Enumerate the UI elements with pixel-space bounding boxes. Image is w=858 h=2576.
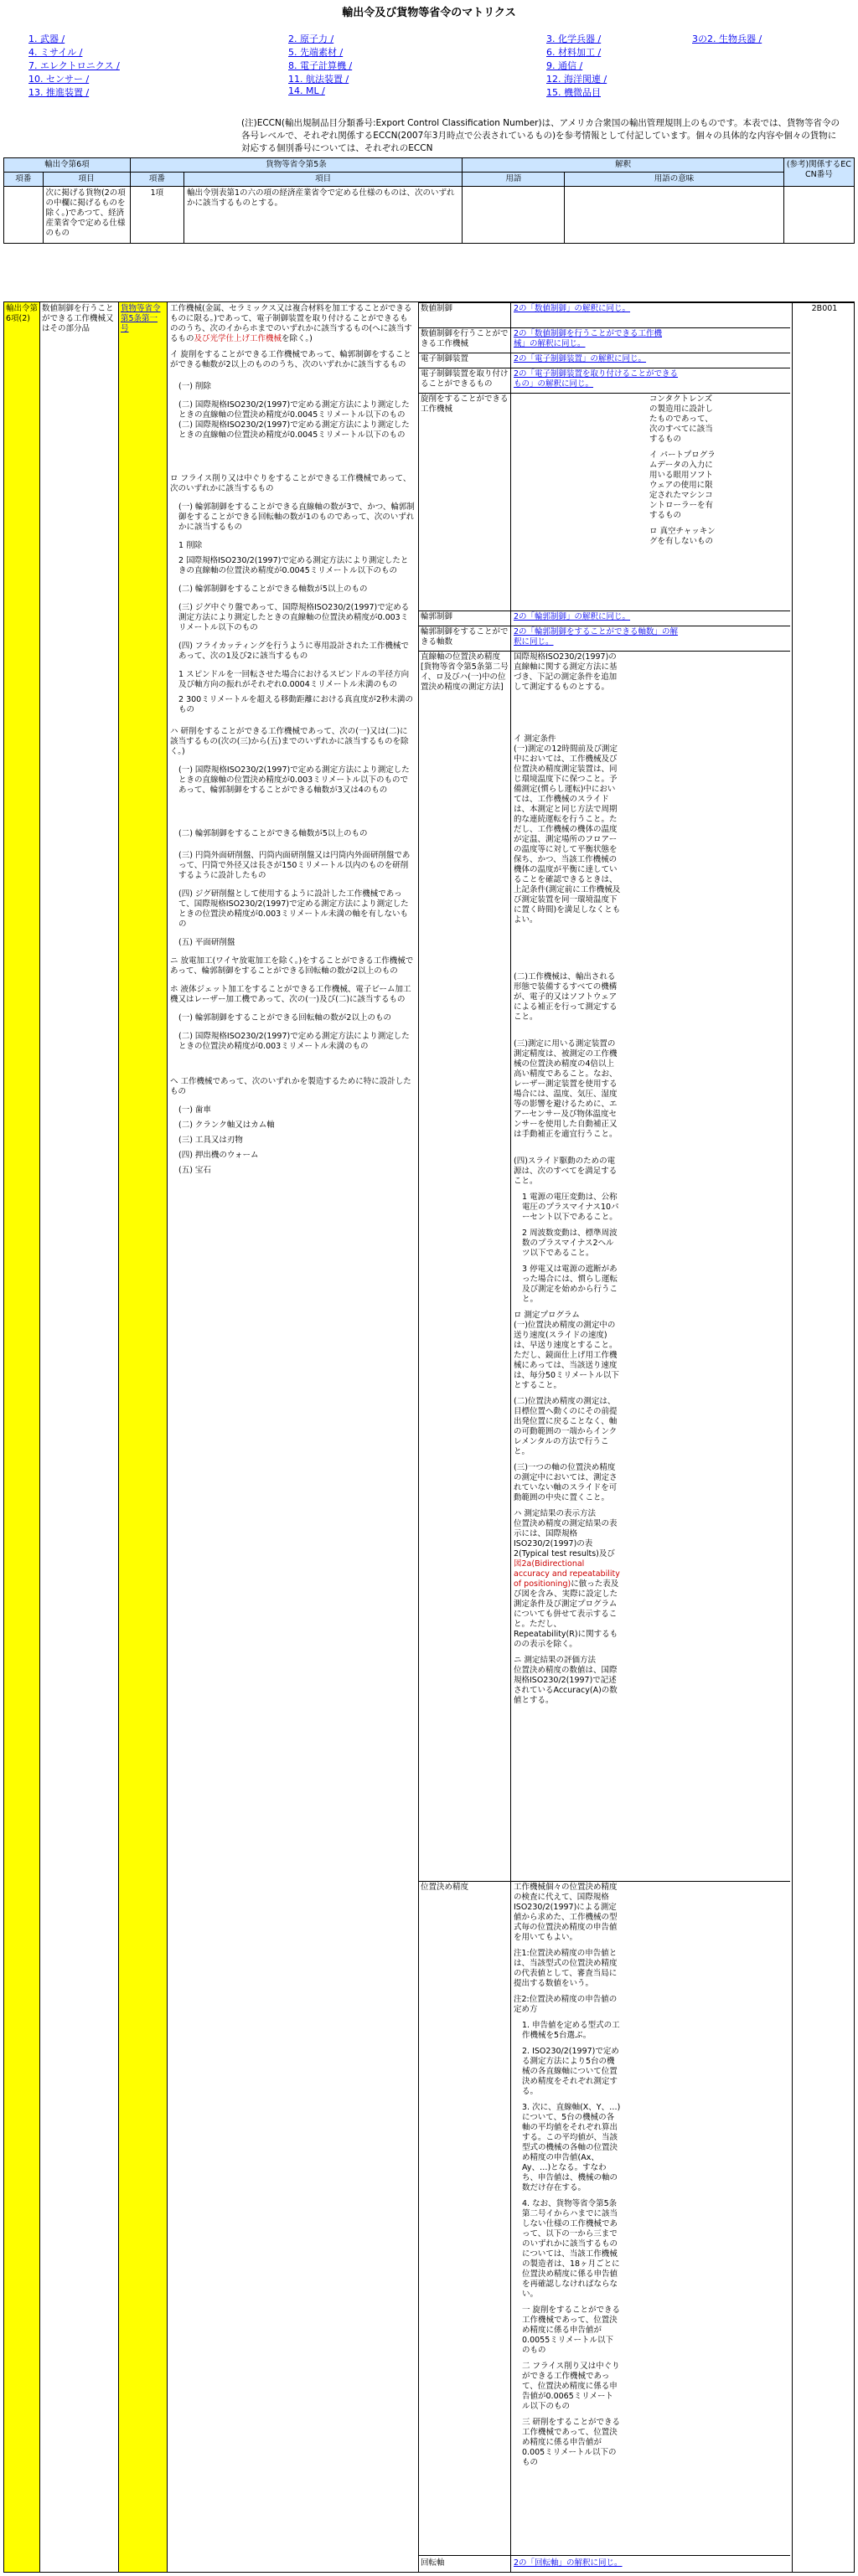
matrix-link-telecom[interactable]: 9. 通信 / <box>546 60 583 71</box>
export-no-cell: 輸出令第6項(2) <box>4 302 39 2572</box>
term-position-accuracy: 位置決め精度 <box>421 1883 469 1892</box>
cargo-block: 2 国際規格ISO230/2(1997)で定める測定方法により測定したときの直線軸の位置決め精度が0.0045ミリメートル以下のもの <box>178 556 409 575</box>
header-meaning: 用語の意味 <box>565 173 783 187</box>
cargo-block: (一) 歯車 <box>178 1105 211 1115</box>
term-nc-machine: 数値制御を行うことができる工作機械 <box>421 329 509 348</box>
matrix-link-ml[interactable]: 14. ML / <box>288 85 325 96</box>
term-electronic-control: 電子制御装置 <box>421 354 469 363</box>
top-row-cargo-text: 輸出令別表第1の六の項の経済産業省令で定める仕様のものは、次のいずれかに該当するものとする。 <box>183 187 462 244</box>
cargo-block: (四) フライカッティングを行うように専用設計された工作機械であって、次の1及び2に該当するもの <box>178 641 409 661</box>
cargo-text-column <box>170 304 415 2565</box>
matrix-link-electronics[interactable]: 7. エレクトロニクス / <box>28 60 120 71</box>
matrix-link-sensitive[interactable]: 15. 機微品目 <box>546 87 601 98</box>
cargo-block: (二) 輪郭制御をすることができる軸数が5以上のもの <box>178 585 368 594</box>
cargo-block: (三) 円筒外面研削盤、円筒内面研削盤又は円筒内外面研削盤であって、円筒で外径又は長さが150ミリメートル以内のものを研削するように設計したもの <box>178 851 411 880</box>
cargo-block: イ 旋削をすることができる工作機械であって、輪郭制御をすることができる軸数が2以上のもののうち、次のいずれかに該当するもの <box>170 350 411 369</box>
term-contour: 輪郭制御 <box>421 612 453 621</box>
cargo-block: ニ 放電加工(ワイヤ放電加工を除く。)をすることができる工作機械であって、輪郭制御をすることができる回転軸の数が2以上のもの <box>170 956 414 976</box>
cargo-block: (二) クランク軸又はカム軸 <box>178 1121 275 1130</box>
matrix-link-propulsion[interactable]: 13. 推進装置 / <box>28 87 90 98</box>
header-interp-group: 解釈 <box>463 158 783 173</box>
top-row-item: 次に掲げる貨物(2の項の中欄に掲げるものを除く。)であつて、経済産業省令で定める仕様のもの <box>43 187 130 244</box>
matrix-link-navigation[interactable]: 11. 航法装置 / <box>288 74 349 85</box>
cargo-block: ヘ 工作機械であって、次のいずれかを製造するために特に設計したもの <box>170 1077 411 1096</box>
term-attachable: 電子制御装置を取り付けることができるもの <box>421 369 509 389</box>
term-contour-axis: 輪郭制御をすることができる軸数 <box>421 627 509 647</box>
link-numeric-control[interactable]: 2の「数値制御」の解釈に同じ。 <box>514 304 631 313</box>
cargo-block: (二) 国際規格ISO230/2(1997)で定める測定方法により測定したときの位置決め精度が0.003ミリメートル未満のもの <box>178 1032 410 1051</box>
term-rotary-axis: 回転軸 <box>421 2558 445 2568</box>
cargo-block: (三) 工具又は刃物 <box>178 1136 243 1145</box>
cargo-block: (五) 宝石 <box>178 1166 211 1175</box>
matrix-link-chemical[interactable]: 3. 化学兵器 / <box>546 33 602 44</box>
header-item-no: 項番 <box>4 173 44 187</box>
term-turning: 旋削をすることができる工作機械 <box>421 394 509 414</box>
matrix-link-marine[interactable]: 12. 海洋関連 / <box>546 74 607 85</box>
export-item-cell: 数値制御を行うことができる工作機械又はその部分品 <box>42 304 114 333</box>
cargo-intro-c: を除く。) <box>282 334 313 343</box>
matrix-link-biological[interactable]: 3の2. 生物兵器 / <box>692 33 762 44</box>
matrix-link-sensors[interactable]: 10. センサー / <box>28 74 90 85</box>
link-contour-axis[interactable]: 2の「輪郭制御をすることができる軸数」の解釈に同じ。 <box>514 627 679 647</box>
cargo-no-cell <box>119 302 167 2572</box>
cargo-block: (一) 輪郭制御をすることができる回転軸の数が2以上のもの <box>178 1013 391 1023</box>
link-nc-machine[interactable]: 2の「数値制御を行うことができる工作機械」の解釈に同じ。 <box>514 329 663 348</box>
main-row <box>3 301 855 2573</box>
cargo-block: (二) 国際規格ISO230/2(1997)で定める測定方法により測定したときの直線軸の位置決め精度が0.0045ミリメートル以下のもの(二) 国際規格ISO230/2(1997)で定める測定方法により測定したときの直線軸の位置決め精度が0.0045ミリメートル以下のもの <box>178 400 410 440</box>
header-item-no2: 項番 <box>130 173 183 187</box>
turning-meaning: コンタクトレンズの製造用に設計したものであって、次のすべてに該当するもの イ パートプログラムデータの入力に用いる眼用ソフトウェアの使用に限定されたマシンコントローラーを有するもの ロ 真空チャッキングを有しないもの <box>649 394 716 546</box>
cargo-block: (一) 輪郭制御をすることができる直線軸の数が3で、かつ、輪郭制御をすることができる回転軸の数が1のものであって、次のいずれかに該当するもの <box>178 502 415 532</box>
cargo-block: 2 300ミリメートルを超える移動距離における真直度が2秒未満のもの <box>178 695 414 714</box>
matrix-link-nuclear[interactable]: 2. 原子力 / <box>288 33 334 44</box>
matrix-link-weapons[interactable]: 1. 武器 / <box>28 33 65 44</box>
header-item: 項目 <box>43 173 130 187</box>
top-row-cargo-no: 1項 <box>130 187 183 244</box>
cargo-block: (五) 平面研削盤 <box>178 938 235 947</box>
header-export-group: 輸出令第6項 <box>4 158 131 173</box>
position-meaning: 工作機械個々の位置決め精度の検査に代えて、国際規格ISO230/2(1997)による測定値から求めた、工作機械の型式毎の位置決め精度の申告値を用いてもよい。 注1:位置決め精度の申告値とは、当該型式の位置決め精度の代表値として、審査当局に提出する数値をいう。 注2:位置決め精度の申告値の定め方 1. 申告値を定める型式の工作機械を5台選ぶ。 2. ISO230/2(1997)で定める測定方法により5台の機械の各直線軸について位置決め精度をそれぞれ測定する。 3. 次に、直線軸(X、Y、…)について、5台の機械の各軸の平均値をそれぞれ算出する。この平均値が、当該型式の機械の各軸の位置決め精度の申告値(Ax、Ay、…)となる。すなわち、申告値は、機械の軸の数だけ存在する。 4. なお、貨物等省令第5条第二号イからハまでに該当しない仕様の工作機械であって、以下の一から三までのいずれかに該当するものについては、当該工作機械の製造者は、18ヶ月ごとに位置決め精度に係る申告値を再確認しなければならない。 一 旋削をすることができる工作機械であって、位置決め精度に係る申告値が0.0055ミリメートル以下のもの 二 フライス削り又は中ぐりができる工作機械であって、位置決め精度に係る申告値が0.0065ミリメートル以下のもの 三 研削をすることができる工作機械であって、位置決め精度に係る申告値が0.005ミリメートル以下のもの <box>514 1883 621 2467</box>
cargo-block: 1 削除 <box>178 541 203 550</box>
cargo-block: ホ 液体ジェット加工をすることができる工作機械、電子ビーム加工機又はレーザー加工機であって、次の(一)及び(二)に該当するもの <box>170 985 411 1004</box>
cargo-block: (二) 輪郭制御をすることができる軸数が5以上のもの <box>178 829 368 838</box>
header-eccn: (参考)関係するECCN番号 <box>783 158 854 187</box>
cargo-block: 1 スピンドルを一回転させた場合におけるスピンドルの半径方向及び軸方向の振れがそれぞれ0.0004ミリメートル未満のもの <box>178 670 410 689</box>
link-rotary-axis[interactable]: 2の「回転軸」の解釈に同じ。 <box>514 2558 623 2568</box>
eccn-value: 2B001 <box>811 304 838 313</box>
term-numeric-control: 数値制御 <box>421 304 453 313</box>
cargo-block: (四) ジグ研削盤として使用するように設計した工作機械であって、国際規格ISO230/2(1997)で定める測定方法により測定したときの位置決め精度が0.003ミリメートル未満の軸を有しないもの <box>178 889 409 929</box>
matrix-link-missile[interactable]: 4. ミサイル / <box>28 47 83 58</box>
matrix-link-materials[interactable]: 5. 先端素材 / <box>288 47 344 58</box>
cargo-intro-b: 及び光学仕上げ工作機械 <box>194 334 282 343</box>
header-cargo-group: 貨物等省令第5条 <box>130 158 463 173</box>
cargo-block: (一) 削除 <box>178 382 211 391</box>
cargo-block: (四) 押出機のウォーム <box>178 1151 259 1160</box>
link-contour[interactable]: 2の「輪郭制御」の解釈に同じ。 <box>514 612 631 621</box>
cargo-block: (一) 国際規格ISO230/2(1997)で定める測定方法により測定したときの直線軸の位置決め精度が0.003ミリメートル以下のものであって、輪郭制御をすることができる軸数が3又は4のもの <box>178 765 410 795</box>
header-item2: 項目 <box>183 173 462 187</box>
cargo-no-link[interactable]: 貨物等省令第5条第一号 <box>121 304 161 333</box>
linear-meaning: 国際規格ISO230/2(1997)の直線軸に関する測定方法に基づき、下記の測定条件を追加して測定するものとする。 イ 測定条件 (一)測定の12時間前及び測定中においては、工作機械及び位置決め精度測定装置は、同じ環境温度下に保つこと。予備測定(慣らし運転)中においては、工作機械のスライドは、本測定と同じ方法で周期的な連続運転を行うこと。ただし、工作機械の機体の温度が定温、測定場所のフロアーの温度等に対して平衡状態を保ち、かつ、当該工作機械の機体の温度が平衡に達していることを確認できるときは、上記条件(測定前に工作機械及び測定装置を同一環境温度下に置く時間)を満足しなくともよい。 (二)工作機械は、輸出される形態で装備するすべての機構が、電子的又はソフトウェアによる補正を行って測定すること。 (三)測定に用いる測定装置の測定精度は、被測定の工作機械の位置決め精度の4倍以上高い精度であること。なお、レーザー測定装置を使用する場合には、温度、気圧、湿度等の影響を避けるために、エアーセンサー及び物体温度センサーを使用した自動補正又は手動補正を適宜行うこと。 (四)スライド駆動のための電源は、次のすべてを満足すること。 1 電源の電圧変動は、公称電圧のプラスマイナス10パーセント以下であること。 2 周波数変動は、標準周波数のプラスマイナス2ヘルツ以下であること。 3 停電又は電源の遮断があった場合には、慣らし運転及び測定を始めから行うこと。 ロ 測定プログラム (一)位置決め精度の測定中の送り速度(スライドの速度)は、早送り速度とすること。ただし、鏡面仕上げ用工作機械にあっては、当該送り速度は、毎分50ミリメートル以下とすること。 (二)位置決め精度の測定は、目標位置へ動くのにその前提出発位置に戻ることなく、軸の可動範囲の一端からインクレメンタルの方法で行うこと。 (三)一つの軸の位置決め精度の測定中においては、測定されていない軸のスライドを可動範囲の中央に置くこと。 ハ 測定結果の表示方法 位置決め精度の測定結果の表示には、国際規格ISO230/2(1997)の表2(Typical test results)及び図2a(Bidirectional accuracy and repeatability of positioning)に倣った表及び図を含み、実際に設定した測定条件及び測定プログラムについても併せて表示すること。ただし、Repeatability(R)に関するものの表示を除く。 ニ 測定結果の評価方法 位置決め精度の数値は、国際規格ISO230/2(1997)で記述されているAccuracy(A)の数値とする。 <box>514 652 623 1705</box>
link-electronic-control[interactable]: 2の「電子制御装置」の解釈に同じ。 <box>514 354 647 363</box>
link-attachable[interactable]: 2の「電子制御装置を取り付けることができるもの」の解釈に同じ。 <box>514 369 679 389</box>
term-linear-accuracy: 直線軸の位置決め精度[貨物等省令第5条第二号イ、ロ及びハ(一)中の位置決め精度の測定方法] <box>421 652 509 692</box>
cargo-block: ハ 研削をすることができる工作機械であって、次の(一)又は(二)に該当するもの(次の(三)から(五)までのいずれかに該当するものを除く。) <box>170 727 409 756</box>
cargo-block: (三) ジグ中ぐり盤であって、国際規格ISO230/2(1997)で定める測定方法により測定したときの直線軸の位置決め精度が0.003ミリメートル以下のもの <box>178 603 410 632</box>
top-row-empty <box>4 187 44 244</box>
cargo-intro-a: 工作機械(金属、セラミックス又は複合材料を加工することができるものに限る。)であって、電子制御装置を取り付けることができるもののうち、次のイからホまでのいずれかに該当するもの(へに該当するもの <box>170 304 412 343</box>
matrix-link-computers[interactable]: 8. 電子計算機 / <box>288 60 353 71</box>
page-title: 輸出令及び貨物等省令のマトリクス <box>342 7 516 19</box>
matrix-link-processing[interactable]: 6. 材料加工 / <box>546 47 602 58</box>
header-table <box>3 157 855 244</box>
eccn-note: (注)ECCN(輸出規制品目分類番号:Export Control Classification Number)は、アメリカ合衆国の輸出管理規則上のものです。本表では、貨物等省令の各号レベルで、それぞれ関係するECCN(2007年3月時点で公表されているもの)を参考情報として付記しています。個々の具体的な内容や個々の貨物に対応する個別番号については、それぞれのECCN <box>241 118 840 153</box>
cargo-block: ロ フライス削り又は中ぐりをすることができる工作機械であって、次のいずれかに該当するもの <box>170 474 411 493</box>
header-term: 用語 <box>463 173 565 187</box>
